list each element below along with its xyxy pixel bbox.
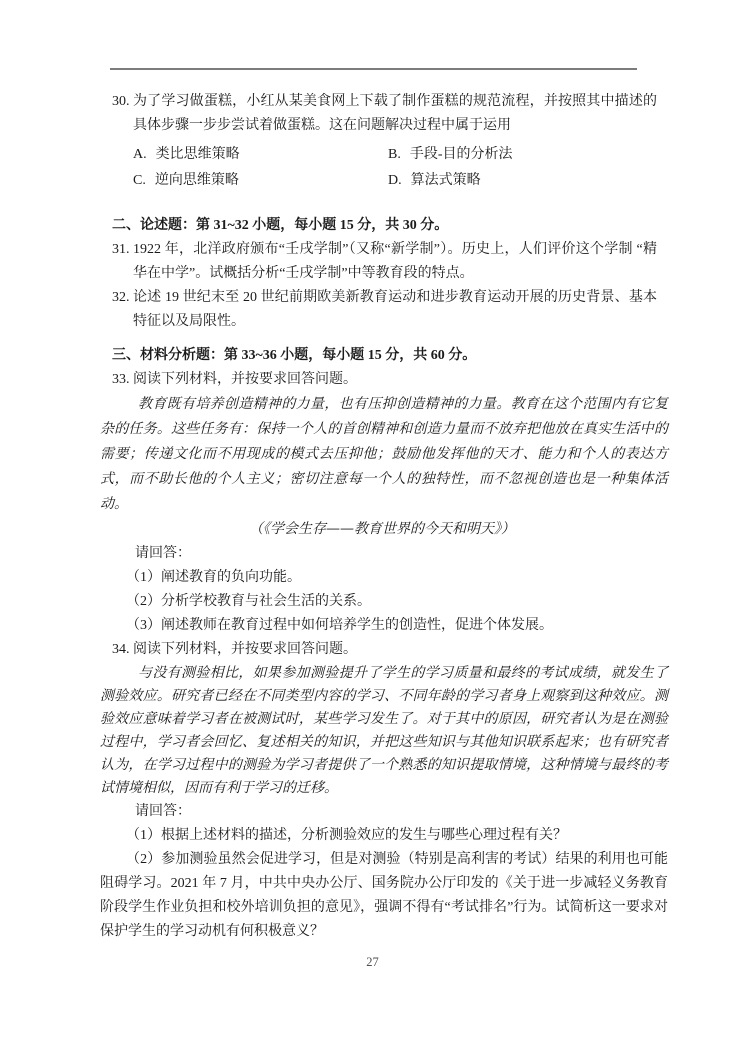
source-attribution-33: （《学会生存——教育世界的今天和明天》） — [249, 521, 515, 537]
option-b-text: 手段-目的分析法 — [409, 147, 513, 162]
question-34 — [100, 638, 668, 662]
question-30-options — [133, 142, 668, 194]
subquestion-34-1: （1）根据上述材料的描述，分析测验效应的发生与哪些心理过程有关？ — [126, 828, 567, 843]
subquestion-34-2: （2）参加测验虽然会促进学习，但是对测验（特别是高利害的考试）结果的利用也可能阻碍学习。2021 年 7 月，中共中央办公厅、国务院办公厅印发的《关于进一步减轻义务教育阶段学生作业负担和校外培训负担的意见》，强调不得有“考试排名”行为。试简析这一要求对保护学生的学习动机有何积极意义？ — [100, 852, 668, 939]
question-31-number: 31. — [112, 242, 130, 257]
question-33-intro: 阅读下列材料，并按要求回答问题。 — [133, 372, 357, 387]
answer-prompt-34: 请回答： — [135, 804, 191, 819]
question-30-text: 为了学习做蛋糕，小红从某美食网上下载了制作蛋糕的规范流程，并按照其中描述的具体步骤一步步尝试着做蛋糕。这在问题解决过程中属于运用 — [133, 94, 657, 133]
question-31-text: 1922 年，北洋政府颁布“壬戌学制”（又称“新学制”）。历史上，人们评价这个学制 “精华在中学”。试概括分析“壬戌学制”中等教育段的特点。 — [133, 242, 657, 281]
page-content — [100, 90, 668, 944]
option-b-label: B. — [388, 147, 401, 162]
page-number: 27 — [366, 955, 379, 969]
option-a-text: 类比思维策略 — [155, 147, 240, 162]
question-33-number: 33. — [112, 372, 130, 387]
option-a-label: A. — [133, 147, 147, 162]
question-30 — [100, 90, 668, 138]
material-passage-34: 与没有测验相比，如果参加测验提升了学生的学习质量和最终的考试成绩，就发生了测验效应。研究者已经在不同类型内容的学习、不同年龄的学习者身上观察到这种效应。测验效应意味着学习者在被测试时，某些学习发生了。对于其中的原因，研究者认为是在测验过程中，学习者会回忆、复述相关的知识，并把这些知识与其他知识联系起来；也有研究者认为，在学习过程中的测验为学习者提供了一个熟悉的知识提取情境，这种情境与最终的考试情境相似，因而有利于学习的迁移。 — [100, 665, 668, 796]
question-33 — [100, 368, 668, 392]
option-a — [133, 142, 388, 168]
option-c — [133, 168, 388, 194]
question-30-number: 30. — [112, 94, 130, 109]
section-heading-material: 三、材料分析题：第 33~36 小题，每小题 15 分，共 60 分。 — [112, 348, 477, 363]
option-d-label: D. — [388, 173, 402, 188]
option-d-text: 算法式策略 — [410, 173, 481, 188]
option-c-label: C. — [133, 173, 146, 188]
option-d — [388, 168, 668, 194]
material-passage-33: 教育既有培养创造精神的力量，也有压抑创造精神的力量。教育在这个范围内有它复杂的任务。这些任务有：保持一个人的首创精神和创造力量而不放弃把他放在真实生活中的需要；传递文化而不用现成的模式去压抑他；鼓励他发挥他的天才、能力和个人的表达方式，而不助长他的个人主义；密切注意每一个人的独特性，而不忽视创造也是一种集体活动。 — [100, 396, 668, 512]
option-c-text: 逆向思维策略 — [154, 173, 239, 188]
subquestion-33-1: （1）阐述教育的负向功能。 — [126, 570, 301, 585]
question-32-text: 论述 19 世纪末至 20 世纪前期欧美新教育运动和进步教育运动开展的历史背景、基本特征以及局限性。 — [133, 290, 657, 329]
subquestion-33-2: （2）分析学校教育与社会生活的关系。 — [126, 594, 371, 609]
answer-prompt-33: 请回答： — [135, 546, 191, 561]
question-34-number: 34. — [112, 642, 130, 657]
question-32 — [100, 286, 668, 334]
question-34-intro: 阅读下列材料，并按要求回答问题。 — [133, 642, 357, 657]
section-heading-essay: 二、论述题：第 31~32 小题，每小题 15 分，共 30 分。 — [112, 218, 449, 233]
subquestion-33-3: （3）阐述教师在教育过程中如何培养学生的创造性，促进个体发展。 — [126, 618, 553, 633]
header-rule — [110, 68, 637, 70]
question-32-number: 32. — [112, 290, 130, 305]
question-31 — [100, 238, 668, 286]
option-b — [388, 142, 668, 168]
